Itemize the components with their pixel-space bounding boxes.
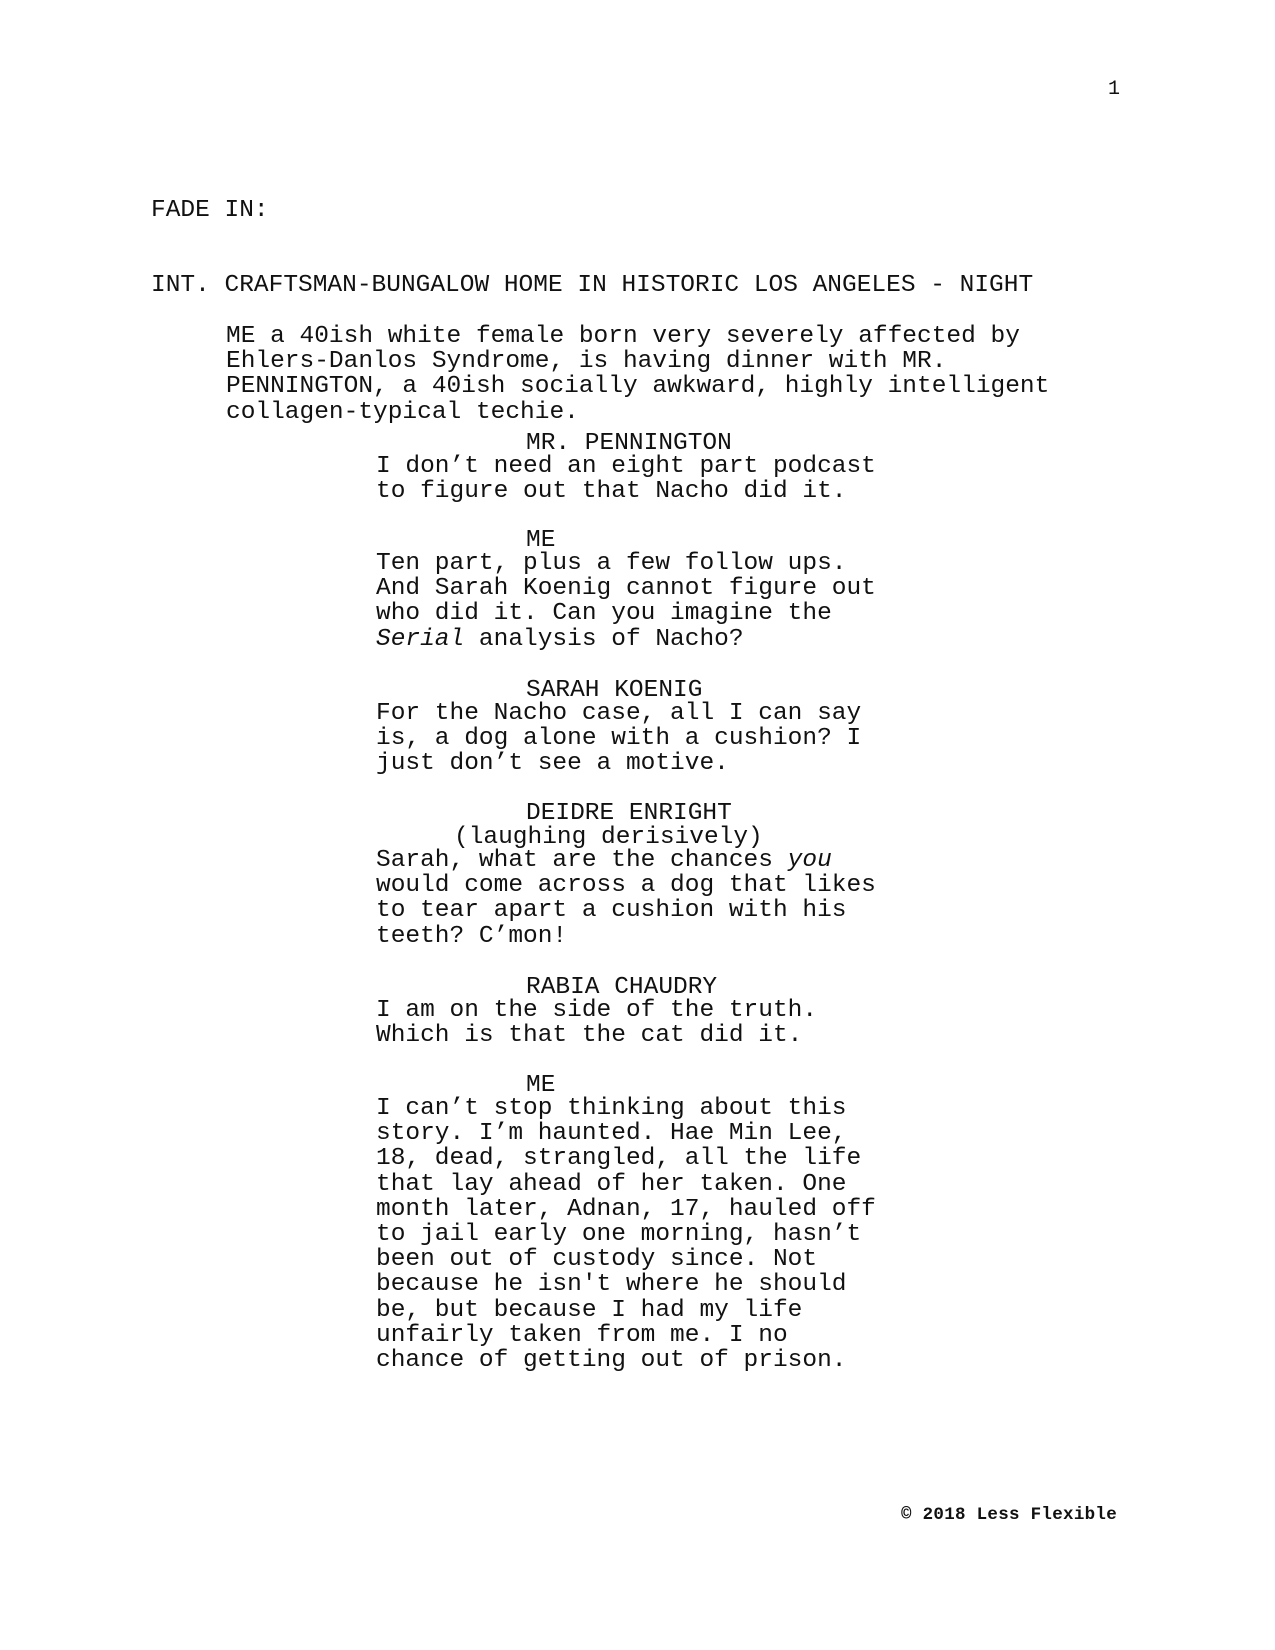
dialogue-line: to tear apart a cushion with his [376,897,847,925]
dialogue-line: Ten part, plus a few follow ups. [376,550,847,577]
dialogue-line: story. I’m haunted. Hae Min Lee, [376,1120,847,1148]
dialogue-line: I don’t need an eight part podcast [376,453,876,480]
dialogue-line [376,627,876,652]
transition: FADE IN: [151,197,269,224]
dialogue-line [376,848,876,873]
dialogue-text: analysis of Nacho? [464,625,744,653]
dialogue [376,848,876,949]
dialogue-line: I am on the side of the truth. [376,997,818,1024]
action-line: Ehlers-Danlos Syndrome, is having dinner with MR. [226,348,947,376]
dialogue [376,551,876,652]
dialogue-line: month later, Adnan, 17, hauled off [376,1195,876,1223]
dialogue [376,701,861,777]
dialogue-line: I can’t stop thinking about this [376,1095,847,1122]
dialogue [376,1096,876,1373]
dialogue-line: because he isn't where he should [376,1271,847,1299]
copyright-footer: © 2018 Less Flexible [901,1505,1118,1525]
action-paragraph [226,324,1049,425]
dialogue-line: be, but because I had my life [376,1296,803,1324]
italic-emphasis: you [787,847,832,874]
page-number: 1 [1108,78,1121,101]
action-line: ME a 40ish white female born very severely affected by [226,323,1020,350]
dialogue-line: to figure out that Nacho did it. [376,478,847,506]
italic-title: Serial [376,625,465,653]
character-cue: RABIA CHAUDRY [526,974,718,1001]
dialogue-line: would come across a dog that likes [376,872,876,900]
parenthetical: (laughing derisively) [454,824,763,851]
dialogue-line: unfairly taken from me. I no [376,1321,788,1349]
dialogue [376,998,817,1048]
character-cue: ME [526,527,556,554]
character-cue: SARAH KOENIG [526,677,703,704]
scene-heading: INT. CRAFTSMAN-BUNGALOW HOME IN HISTORIC LOS ANGELES - NIGHT [151,272,1034,299]
dialogue-line: teeth? C’mon! [376,922,568,950]
dialogue-line: 18, dead, strangled, all the life [376,1145,862,1173]
dialogue-line: For the Nacho case, all I can say [376,700,862,727]
dialogue-line: just don’t see a motive. [376,750,729,778]
character-cue: MR. PENNINGTON [526,430,732,457]
character-cue: DEIDRE ENRIGHT [526,800,732,827]
dialogue-line: to jail early one morning, hasn’t [376,1221,862,1249]
dialogue [376,454,876,504]
dialogue-line: is, a dog alone with a cushion? I [376,725,862,753]
dialogue-line: who did it. Can you imagine the [376,600,832,628]
dialogue-line: And Sarah Koenig cannot figure out [376,575,876,603]
character-cue: ME [526,1072,556,1099]
dialogue-line: that lay ahead of her taken. One [376,1170,847,1198]
action-line: collagen-typical techie. [226,398,579,426]
dialogue-text: Sarah, what are the chances [376,847,788,874]
dialogue-line: chance of getting out of prison. [376,1347,847,1375]
dialogue-line: been out of custody since. Not [376,1246,818,1274]
action-line: PENNINGTON, a 40ish socially awkward, highly intelligent [226,373,1050,401]
dialogue-line: Which is that the cat did it. [376,1022,803,1050]
